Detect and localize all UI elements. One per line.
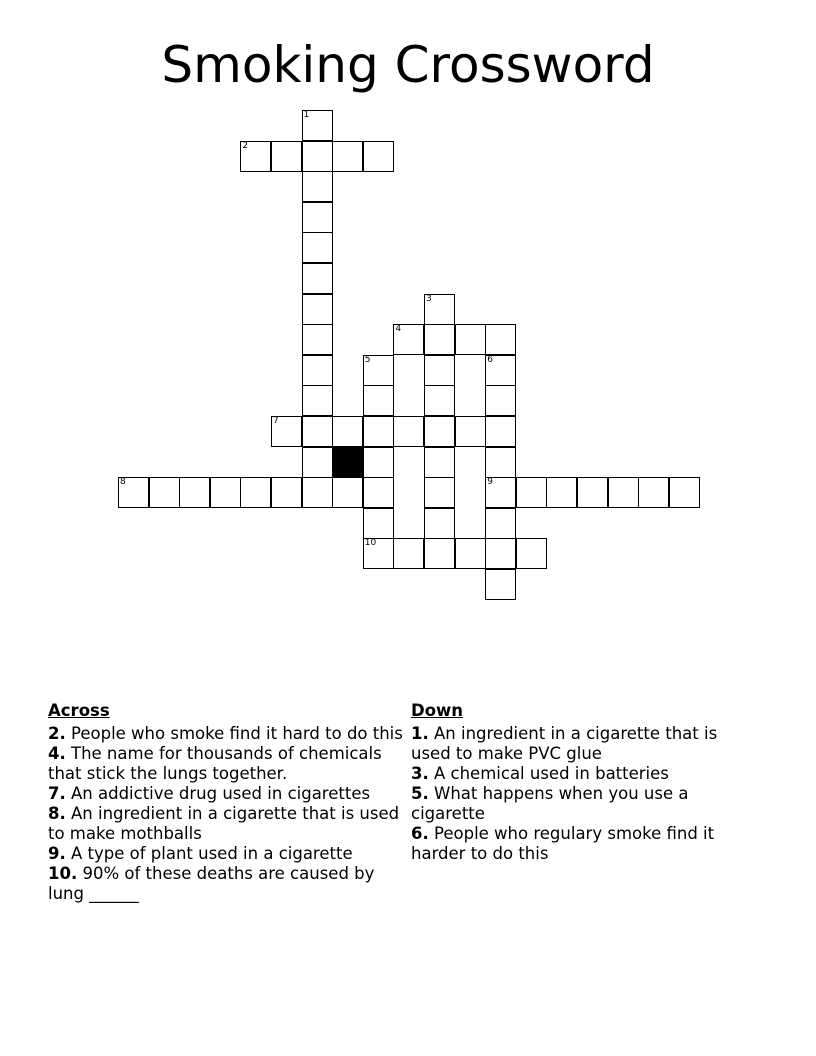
grid-cell[interactable] [455,538,486,569]
grid-cell[interactable] [577,477,608,508]
grid-cell[interactable] [638,477,669,508]
grid-cell[interactable] [302,477,333,508]
grid-cell[interactable] [546,477,577,508]
grid-cell[interactable] [485,385,516,416]
grid-cell[interactable] [118,477,149,508]
grid-cell[interactable] [363,141,394,172]
grid-cell[interactable] [302,385,333,416]
grid-cell[interactable] [149,477,180,508]
grid-cell[interactable] [302,355,333,386]
grid-cell[interactable] [332,141,363,172]
grid-cell[interactable] [485,324,516,355]
grid-cell[interactable] [393,324,424,355]
grid-cell[interactable] [393,538,424,569]
grid-cell[interactable] [485,355,516,386]
grid-cell[interactable] [363,508,394,539]
cell-number: 5 [364,354,371,365]
grid-cell[interactable] [424,447,455,478]
grid-cell[interactable] [485,508,516,539]
down-header: Down [411,701,464,720]
grid-cell[interactable] [179,477,210,508]
grid-cell[interactable] [485,477,516,508]
grid-cell[interactable] [271,416,302,447]
grid-cell[interactable] [516,477,547,508]
clue-across-9: 9. A type of plant used in a cigarette [48,844,353,863]
grid-cell[interactable] [302,202,333,233]
grid-cell[interactable] [608,477,639,508]
grid-cell[interactable] [424,324,455,355]
clue-down-6: 6. People who regulary smoke find it harder to do this [411,824,715,863]
grid-cell[interactable] [363,355,394,386]
grid-cell[interactable] [669,477,700,508]
grid-cell[interactable] [332,416,363,447]
grid-cell[interactable] [363,477,394,508]
grid-cell[interactable] [302,324,333,355]
grid-cell[interactable] [210,477,241,508]
grid-cell[interactable] [332,477,363,508]
grid-cell[interactable] [424,538,455,569]
grid-cell[interactable] [455,324,486,355]
grid-cell[interactable] [485,447,516,478]
cell-number: 7 [273,416,279,426]
clue-across-8: 8. An ingredient in a cigarette that is used to make mothballs [48,804,400,843]
grid-cell[interactable] [302,141,333,172]
grid-cell[interactable] [302,171,333,202]
clue-across-4: 4. The name for thousands of chemicals that stick the lungs together. [48,744,382,783]
grid-cell[interactable] [424,355,455,386]
grid-cell[interactable] [363,447,394,478]
clue-down-5: 5. What happens when you use a cigarette [411,784,689,823]
cell-number: 9 [487,477,493,488]
across-clues [48,701,408,904]
grid-cell[interactable] [424,416,455,447]
cell-number: 1 [303,110,310,120]
grid-cell[interactable] [485,538,516,569]
grid-cell[interactable] [424,294,455,325]
grid-cell[interactable] [424,477,455,508]
clue-down-3: 3. A chemical used in batteries [411,764,669,783]
clue-across-2: 2. People who smoke find it hard to do this [48,724,403,743]
grid-cell[interactable] [485,416,516,447]
grid-cell[interactable] [455,416,486,447]
grid-cell[interactable] [271,477,302,508]
grid-cell[interactable] [302,294,333,325]
across-header: Across [48,701,110,720]
grid-cell[interactable] [393,416,424,447]
cell-number: 4 [395,324,402,335]
grid-cell[interactable] [302,232,333,263]
clue-across-10: 10. 90% of these deaths are caused by lung ______ [48,864,375,903]
grid-cell[interactable] [240,477,271,508]
grid-cell[interactable] [363,385,394,416]
clue-down-1: 1. An ingredient in a cigarette that is used to make PVC glue [411,724,718,763]
grid-cell[interactable] [302,447,333,478]
grid-cell[interactable] [516,538,547,569]
grid-cell[interactable] [424,385,455,416]
puzzle-title: Smoking Crossword [161,36,655,94]
black-square [332,447,363,478]
down-clues [411,701,756,864]
grid-cell[interactable] [363,538,394,569]
cell-number: 3 [426,293,432,304]
grid-cell[interactable] [271,141,302,172]
grid-cell[interactable] [485,569,516,600]
grid-cell[interactable] [302,110,333,141]
cell-number: 8 [120,477,126,488]
grid-cell[interactable] [302,416,333,447]
cell-number: 2 [242,140,249,151]
cell-number: 6 [487,354,493,365]
grid-cell[interactable] [302,263,333,294]
clue-across-7: 7. An addictive drug used in cigarettes [48,784,371,803]
grid-cell[interactable] [363,416,394,447]
grid-cell[interactable] [240,141,271,172]
grid-cell[interactable] [424,508,455,539]
cell-number: 10 [364,538,377,549]
